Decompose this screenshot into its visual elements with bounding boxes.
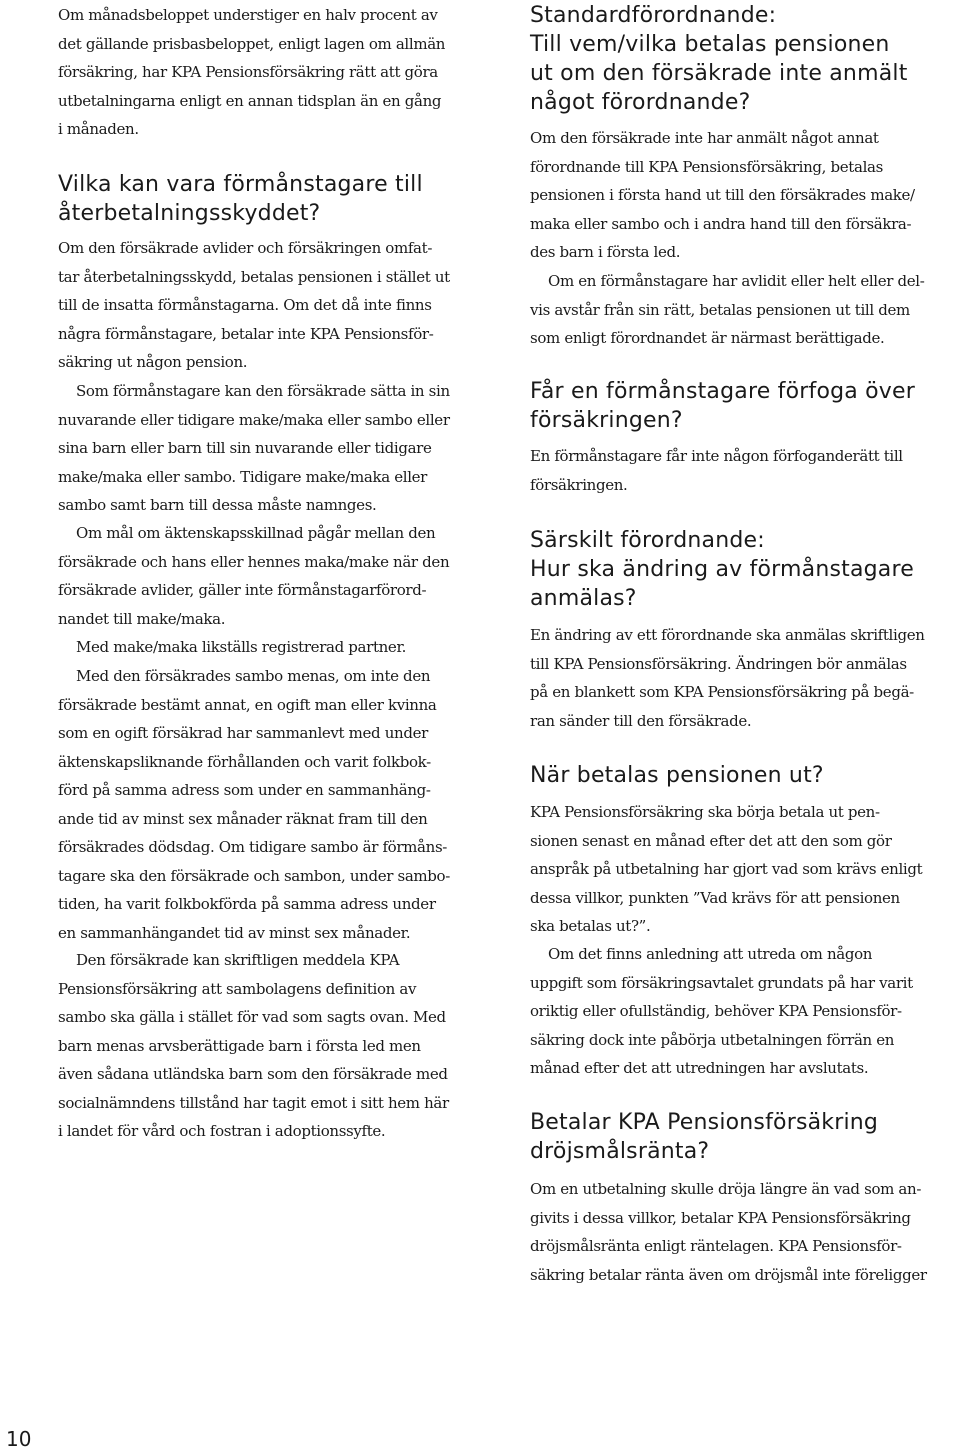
heading-disposal-right: Får en förmånstagare förfoga över försäkringen?	[530, 379, 916, 433]
paragraph-standard-designation: Om den försäkrade inte har anmält något annat förordnande till KPA Pensionsförsäkring, betalas pensionen i första hand ut till den försäkrades make/ maka eller sambo och i andra hand till den försäkra- des barn i första led.	[530, 129, 915, 261]
paragraph-cohabitation-law: Den försäkrade kan skriftligen meddela KPA Pensionsförsäkring att sambolagens definition av sambo ska gälla i stället för vad som sagts ovan. Med barn menas arvsberättigade barn i första led men även sådana utländska barn som den försäkrade med socialnämndens tillstånd har tagit emot i sitt hem här i landet för vård och fostran i adoptionssyfte.	[58, 951, 449, 1140]
paragraph-refund-protection: Om den försäkrade avlider och försäkringen omfat- tar återbetalningsskydd, betalas pensionen i stället ut till de insatta förmånstagarna. Om det då inte finns några förmånstagare, betalar inte KPA Pensionsför- säkring ut någon pension.	[58, 239, 450, 371]
paragraph-change-notification: En ändring av ett förordnande ska anmälas skriftligen till KPA Pensionsförsäkring. Ändringen bör anmälas på en blankett som KPA Pensionsförsäkring på begä- ran sänder till den försäkrade.	[530, 626, 925, 730]
paragraph-payment-start: KPA Pensionsförsäkring ska börja betala ut pen- sionen senast en månad efter det att den som gör anspråk på utbetalning har gjort vad som krävs enligt dessa villkor, punkten ”Vad krävs för att pensionen ska betalas ut?”.	[530, 803, 923, 935]
heading-beneficiaries: Vilka kan vara förmånstagare till återbetalningsskyddet?	[58, 172, 423, 226]
paragraph-who-can-be-beneficiary: Som förmånstagare kan den försäkrade sätta in sin nuvarande eller tidigare make/maka eller sambo eller sina barn eller barn till sin nuvarande eller tidigare make/maka eller sambo. Tidigare make/maka eller sambo samt barn till dessa måste namnges.	[58, 382, 450, 514]
paragraph-late-interest: Om en utbetalning skulle dröja längre än vad som an- givits i dessa villkor, betalar KPA Pensionsförsäkring dröjsmålsränta enligt räntelagen. KPA Pensionsför- säkring betalar ränta även om dröjsmål inte föreligger	[530, 1180, 927, 1284]
heading-standard-designation: Standardförordnande: Till vem/vilka betalas pensionen ut om den försäkrade inte anmält något förordnande?	[530, 3, 908, 115]
page-number: 10	[6, 1427, 32, 1451]
paragraph-divorce: Om mål om äktenskapsskillnad pågår mellan den försäkrade och hans eller hennes maka/make när den försäkrade avlider, gäller inte förmånstagarförord- nandet till make/maka.	[58, 524, 450, 628]
heading-special-designation: Särskilt förordnande: Hur ska ändring av förmånstagare anmälas?	[530, 528, 914, 611]
paragraph-registered-partner: Med make/maka likställs registrerad partner.	[76, 638, 407, 656]
paragraph-deceased-beneficiary: Om en förmånstagare har avlidit eller helt eller del- vis avstår från sin rätt, betalas pensionen ut till dem som enligt förordnandet är närmast berättigade.	[530, 272, 925, 347]
heading-late-interest: Betalar KPA Pensionsförsäkring dröjsmålsränta?	[530, 1110, 879, 1164]
heading-when-paid: När betalas pensionen ut?	[530, 763, 824, 788]
paragraph-investigation: Om det finns anledning att utreda om någon uppgift som försäkringsavtalet grundats på har varit oriktig eller ofullständig, behöver KPA Pensionsför- säkring dock inte påbörja utbetalningen förrän en månad efter det att utredningen har avslutats.	[530, 945, 913, 1077]
paragraph-disposal-right: En förmånstagare får inte någon förfoganderätt till försäkringen.	[530, 447, 903, 494]
paragraph-cohabitant-definition: Med den försäkrades sambo menas, om inte den försäkrade bestämt annat, en ogift man eller kvinna som en ogift försäkrad har sammanlevt med under äktenskapsliknande förhållanden och varit folkbok- förd på samma adress som under en sammanhäng- ande tid av minst sex månader räknat fram till den försäkrades dödsdag. Om tidigare sambo är förmåns- tagare ska den försäkrade och sambon, under sambo- tiden, ha varit folkbokförda på samma adress under en sammanhängandet tid av minst sex månader.	[58, 667, 450, 942]
intro-paragraph: Om månadsbeloppet understiger en halv procent av det gällande prisbasbeloppet, enligt lagen om allmän försäkring, har KPA Pensionsförsäkring rätt att göra utbetalningarna enligt en annan tidsplan än en gång i månaden.	[58, 6, 446, 138]
